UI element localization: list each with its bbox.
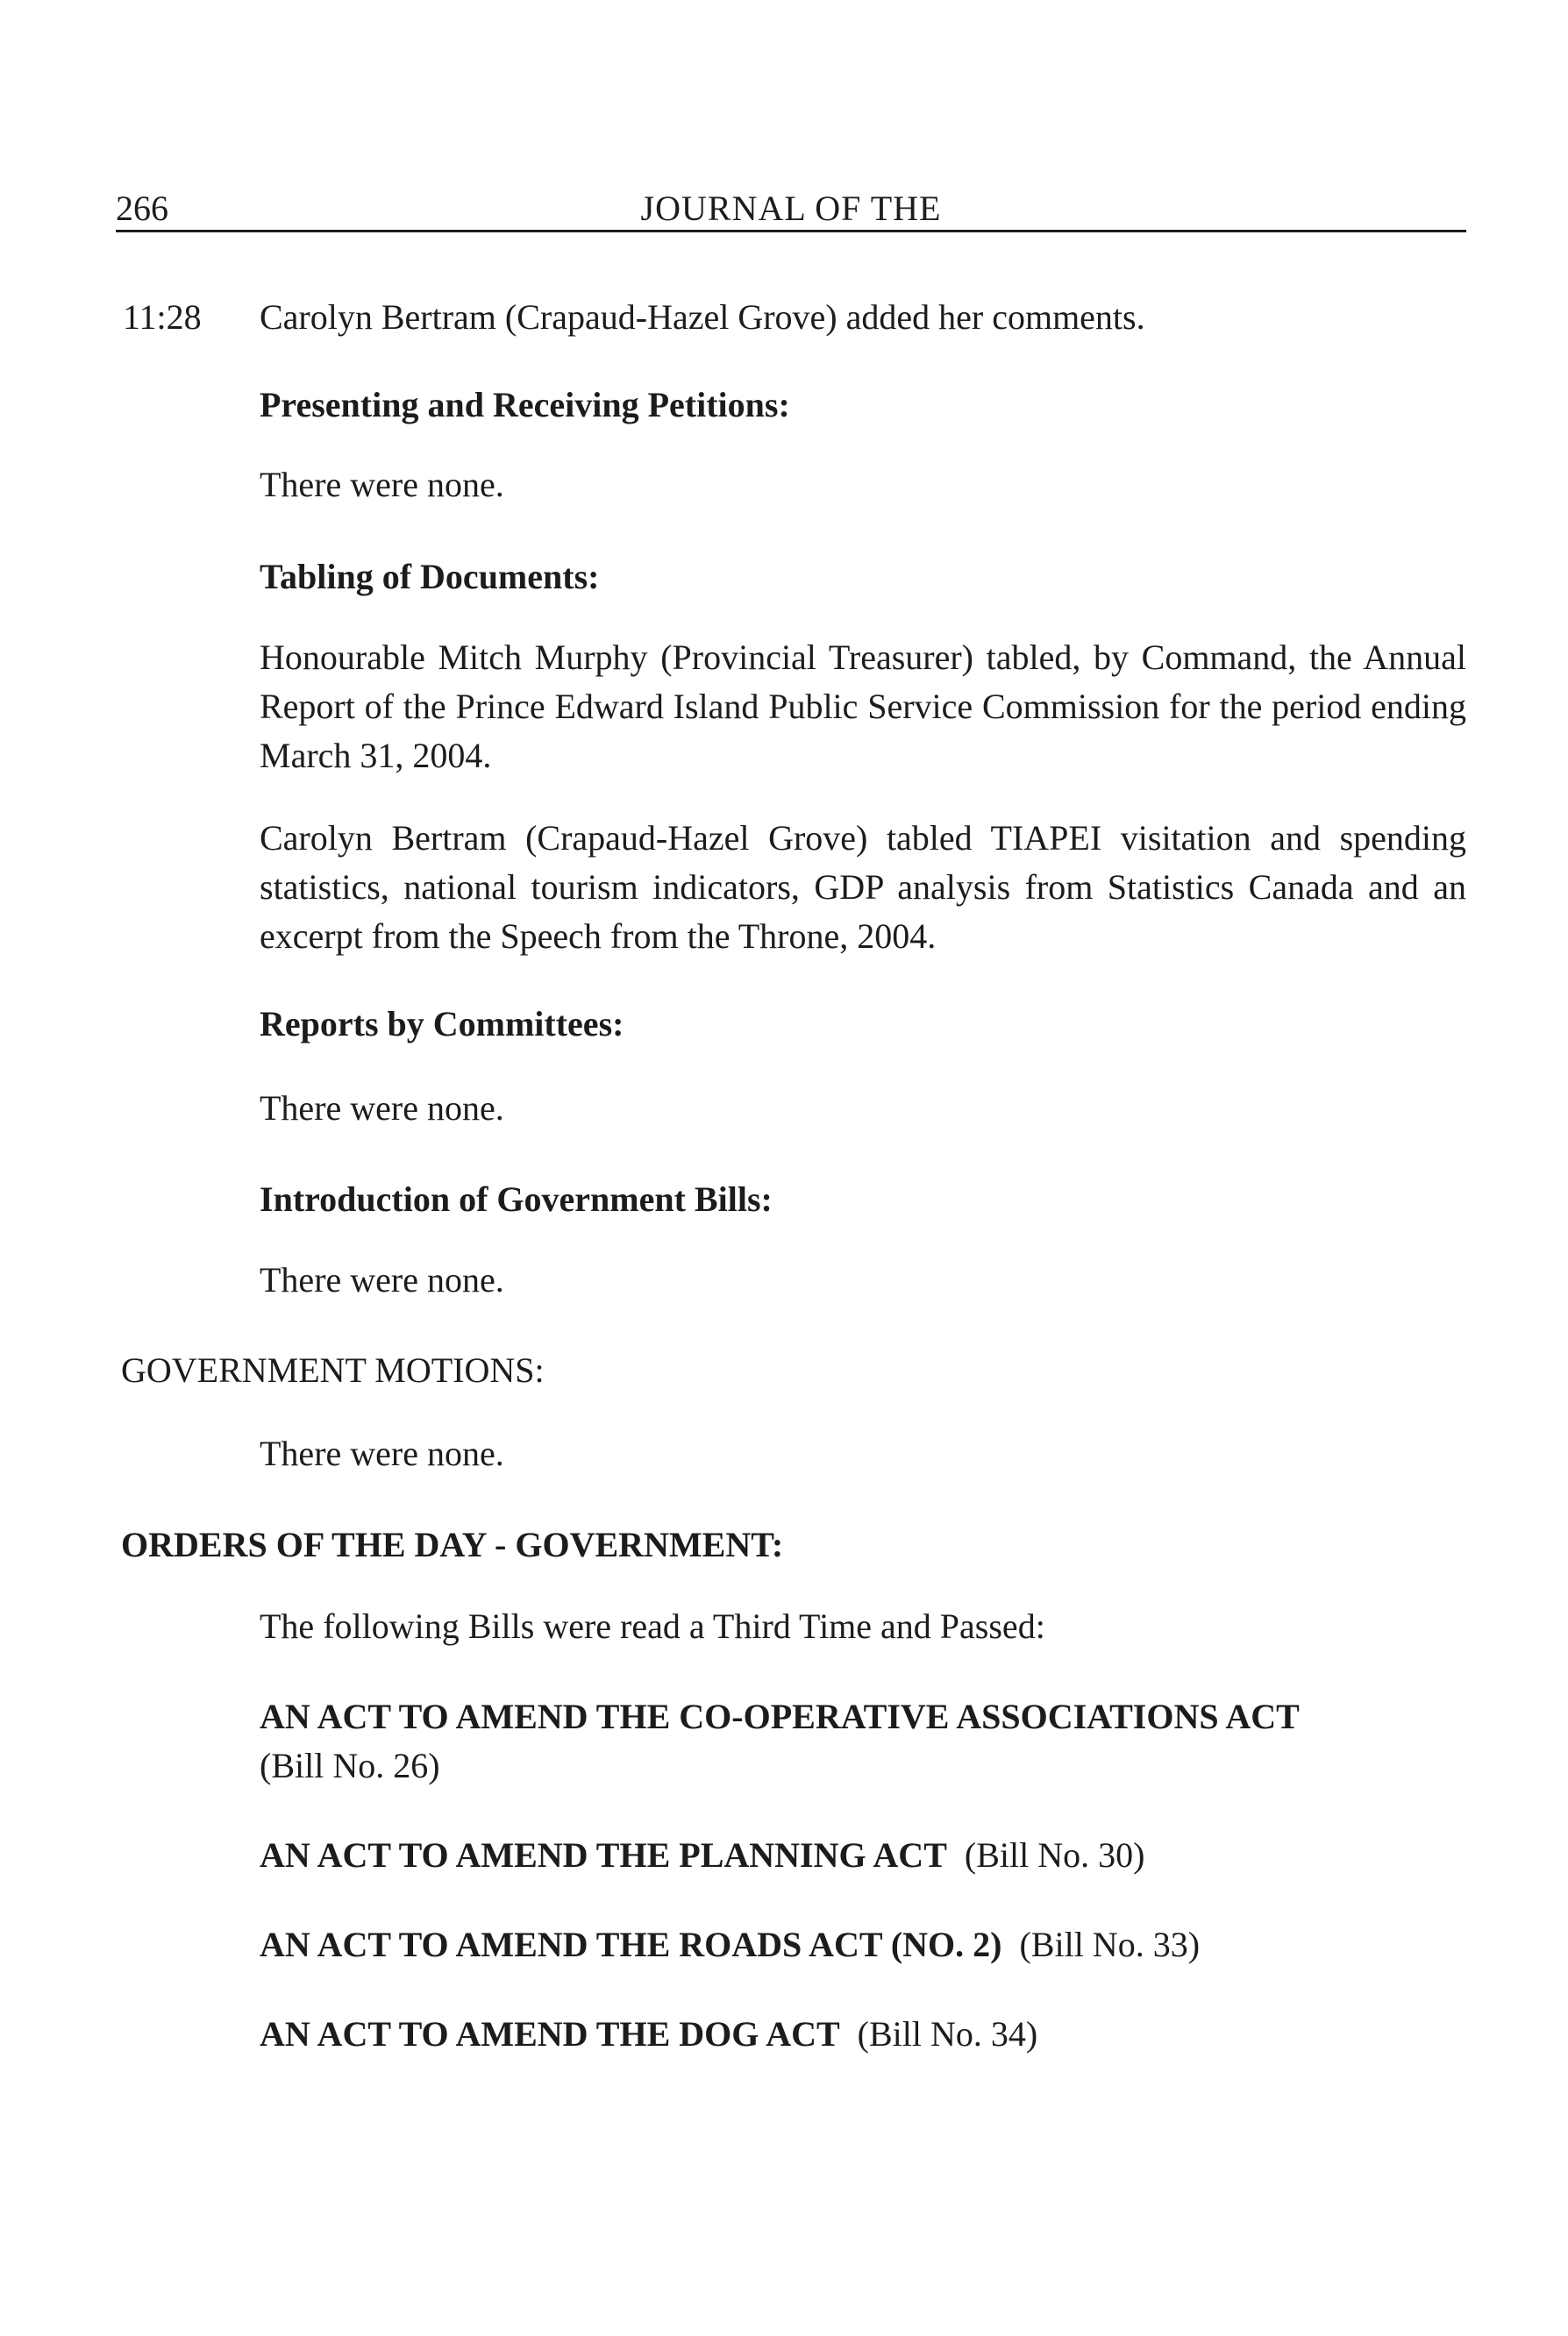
petitions-heading: Presenting and Receiving Petitions: [260, 385, 790, 424]
tabling-paragraph-1: Honourable Mitch Murphy (Provincial Treasurer) tabled, by Command, the Annual Report of the Prince Edward Island Public Service Commission for the period ending March 31, 2004. [260, 637, 1466, 775]
government-motions-text: There were none. [260, 1434, 504, 1473]
bill-title: AN ACT TO AMEND THE PLANNING ACT [260, 1835, 947, 1875]
entry-text: Carolyn Bertram (Crapaud-Hazel Grove) added her comments. [260, 297, 1145, 337]
page-number: 266 [116, 189, 168, 228]
bill-number: (Bill No. 34) [857, 2014, 1038, 2054]
tabling-paragraph-2: Carolyn Bertram (Crapaud-Hazel Grove) tabled TIAPEI visitation and spending statistics, national tourism indicators, GDP analysis from Statistics Canada and an excerpt from the Speech from the Throne, 2004. [260, 818, 1466, 956]
running-title: JOURNAL OF THE [640, 189, 942, 228]
tabling-heading: Tabling of Documents: [260, 557, 600, 596]
bill-number: (Bill No. 26) [260, 1746, 440, 1785]
entry-time: 11:28 [123, 297, 202, 337]
government-bills-text: There were none. [260, 1260, 504, 1300]
bill-title: AN ACT TO AMEND THE DOG ACT [260, 2014, 840, 2054]
bill-item [260, 1831, 1466, 1880]
bill-item [260, 1692, 1466, 1791]
bill-number: (Bill No. 33) [1019, 1925, 1201, 1964]
bill-number: (Bill No. 30) [964, 1835, 1145, 1875]
bill-title: AN ACT TO AMEND THE ROADS ACT (NO. 2) [260, 1925, 1002, 1964]
orders-heading: ORDERS OF THE DAY - GOVERNMENT: [121, 1525, 784, 1564]
header-rule [116, 230, 1466, 232]
committees-text: There were none. [260, 1088, 504, 1128]
bill-item [260, 1920, 1466, 1969]
bill-title: AN ACT TO AMEND THE CO-OPERATIVE ASSOCIATIONS ACT [260, 1697, 1300, 1736]
government-motions-heading: GOVERNMENT MOTIONS: [121, 1350, 545, 1390]
government-bills-heading: Introduction of Government Bills: [260, 1179, 773, 1219]
petitions-text: There were none. [260, 465, 504, 504]
page-header [116, 184, 1466, 233]
committees-heading: Reports by Committees: [260, 1004, 624, 1043]
bill-item [260, 2010, 1466, 2059]
orders-intro: The following Bills were read a Third Time and Passed: [260, 1606, 1045, 1646]
